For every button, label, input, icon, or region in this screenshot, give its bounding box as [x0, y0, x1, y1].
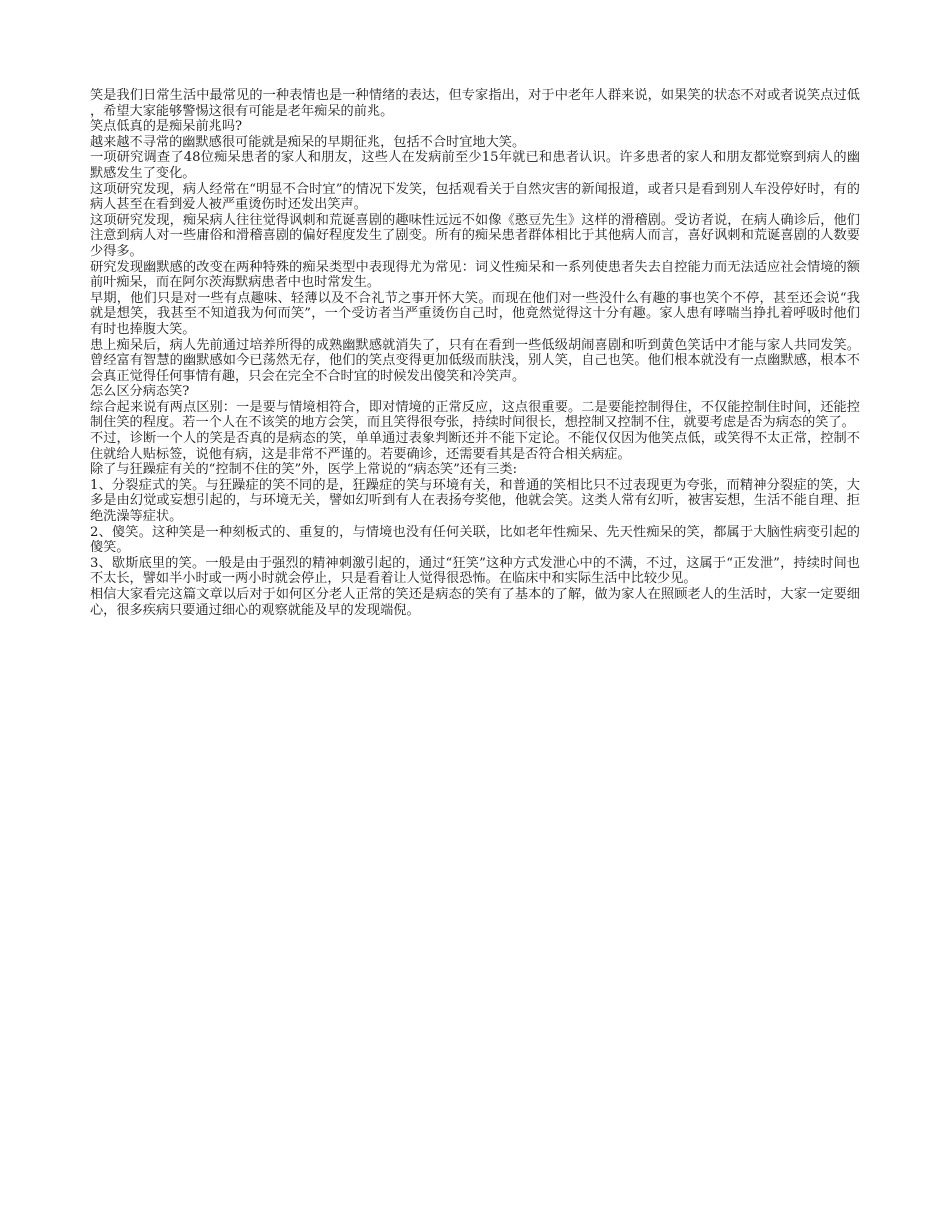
section-heading-distinguish: 怎么区分病态笑? [90, 384, 190, 400]
paragraph: 这项研究发现，病人经常在“明显不合时宜”的情况下发笑，包括观看关于自然灾害的新闻报道，或者只是看到别人车没停好时，有的病人甚至在看到爱人被严重烫伤时还发出笑声。 [90, 181, 860, 213]
paragraph: 越来越不寻常的幽默感很可能就是痴呆的早期征兆，包括不合时宜地大笑。 [90, 134, 526, 150]
list-item: 3、歇斯底里的笑。一般是由于强烈的精神刺激引起的，通过“狂笑”这种方式发泄心中的不满，不过，这属于“正发泄”，持续时间也不太长，譬如半小时或一两小时就会停止，只是看着让人觉得很恐怖。在临床中和实际生活中比较少见。 [90, 555, 860, 587]
paragraph: 早期，他们只是对一些有点趣味、轻薄以及不合礼节之事开怀大笑。而现在他们对一些没什么有趣的事也笑个不停，甚至还会说“我就是想笑，我甚至不知道我为何而笑”，一个受访者当严重烫伤自己时，他竟然觉得这十分有趣。家人患有哮喘当挣扎着呼吸时他们有时也捧腹大笑。 [90, 290, 860, 337]
list-item: 2、傻笑。这种笑是一种刻板式的、重复的，与情境也没有任何关联，比如老年性痴呆、先天性痴呆的笑，都属于大脑性病变引起的傻笑。 [90, 524, 860, 556]
intro-paragraph: 笑是我们日常生活中最常见的一种表情也是一种情绪的表达，但专家指出，对于中老年人群来说，如果笑的状态不对或者说笑点过低，希望大家能够警惕这很有可能是老年痴呆的前兆。 [90, 88, 860, 119]
paragraph: 除了与狂躁症有关的“控制不住的笑”外，医学上常说的“病态笑”还有三类: [90, 462, 518, 478]
paragraph: 一项研究调查了48位痴呆患者的家人和朋友，这些人在发病前至少15年就已和患者认识。许多患者的家人和朋友都觉察到病人的幽默感发生了变化。 [90, 150, 860, 181]
paragraph: 综合起来说有两点区别：一是要与情境相符合，即对情境的正常反应，这点很重要。二是要能控制得住，不仅能控制住时间，还能控制住笑的程度。若一个人在不该笑的地方会笑，而且笑得很夸张，持续时间很长，想控制又控制不住，就要考虑是否为病态的笑了。 [90, 399, 860, 431]
paragraph: 患上痴呆后，病人先前通过培养所得的成熟幽默感就消失了，只有在看到一些低级胡闹喜剧和听到黄色笑话中才能与家人共同发笑。曾经富有智慧的幽默感如今已荡然无存，他们的笑点变得更加低级而肤浅，别人笑，自己也笑。他们根本就没有一点幽默感，根本不会真正觉得任何事情有趣，只会在完全不合时宜的时候发出傻笑和冷笑声。 [90, 337, 860, 384]
section-heading-low-threshold: 笑点低真的是痴呆前兆吗? [90, 119, 243, 135]
conclusion-paragraph: 相信大家看完这篇文章以后对于如何区分老人正常的笑还是病态的笑有了基本的了解，做为家人在照顾老人的生活时，大家一定要细心，很多疾病只要通过细心的观察就能及早的发现端倪。 [90, 587, 860, 618]
paragraph: 这项研究发现，痴呆病人往往觉得讽刺和荒诞喜剧的趣味性远远不如像《憨豆先生》这样的滑稽剧。受访者说，在病人确诊后，他们注意到病人对一些庸俗和滑稽喜剧的偏好程度发生了剧变。所有的痴呆患者群体相比于其他病人而言，喜好讽刺和荒诞喜剧的人数要少得多。 [90, 212, 860, 259]
list-item: 1、分裂症式的笑。与狂躁症的笑不同的是，狂躁症的笑与环境有关，和普通的笑相比只不过表现更为夸张，而精神分裂症的笑，大多是由幻觉或妄想引起的，与环境无关，譬如幻听到有人在表扬夸奖他，他就会笑。这类人常有幻听，被害妄想，生活不能自理、拒绝洗澡等症状。 [90, 477, 860, 525]
article-body [90, 88, 860, 618]
paragraph: 研究发现幽默感的改变在两种特殊的痴呆类型中表现得尤为常见：词义性痴呆和一系列使患者失去自控能力而无法适应社会情境的额前叶痴呆，而在阿尔茨海默病患者中也时常发生。 [90, 259, 860, 291]
paragraph: 不过，诊断一个人的笑是否真的是病态的笑，单单通过表象判断还并不能下定论。不能仅仅因为他笑点低，或笑得不太正常，控制不住就给人贴标签，说他有病，这是非常不严谨的。若要确诊，还需要看其是否符合相关病症。 [90, 431, 860, 462]
